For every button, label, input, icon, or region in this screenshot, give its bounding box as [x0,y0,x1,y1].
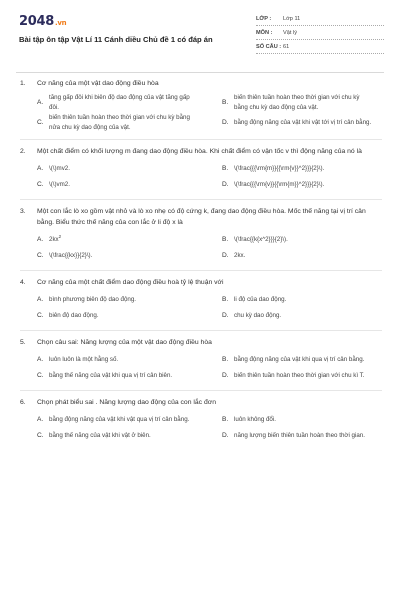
option-letter: C. [37,312,44,319]
option-letter: D. [222,119,229,126]
option-b[interactable] [205,352,382,368]
question-number: 4. [20,279,26,286]
option-d[interactable] [205,428,382,444]
option-a[interactable] [20,412,205,428]
option-letter: B. [222,416,229,423]
option-a[interactable] [20,352,205,368]
option-d[interactable] [205,308,382,324]
question-list [0,78,400,444]
document-header [0,0,400,72]
option-b[interactable] [205,292,382,308]
option-c[interactable] [20,368,205,384]
option-letter: A. [37,296,44,303]
option-text [49,235,205,245]
meta-value: Lớp 11 [283,16,301,22]
option-letter: A. [37,356,44,363]
option-a[interactable] [20,93,205,113]
option-a[interactable] [20,161,205,177]
option-b[interactable] [205,161,382,177]
meta-count [256,41,384,54]
question-divider [20,270,382,271]
option-text: \(\)vm2. [49,181,70,188]
option-b[interactable] [205,412,382,428]
option-a[interactable] [20,292,205,308]
option-letter: D. [222,432,229,439]
option-text: bằng động năng của vật khi qua vị trí cân bằng. [234,356,365,363]
document-title: Bài tập ôn tập Vật Lí 11 Cánh diều Chủ đề 1 có đáp án [19,35,213,44]
option-letter: B. [222,356,229,363]
meta-class [256,13,384,26]
option-text: \(\frac{{k{x^2}}}{2}\). [234,236,288,243]
question-4 [20,277,382,331]
option-letter: A. [37,165,44,172]
option-text: năng lượng biến thiên tuần hoàn theo thời gian. [234,432,365,439]
option-letter: B. [222,236,229,243]
option-text: biến thiên tuần hoàn theo thời gian với chu kỳ bằng nửa chu kỳ dao động của vật. [49,114,190,131]
question-number: 6. [20,399,26,406]
option-text: 2kx. [234,252,246,259]
question-text: Chọn phát biểu sai . Năng lượng dao động của con lắc đơn [37,399,216,406]
option-text: bằng thế năng của vật khi qua vị trí cân biên. [49,372,173,379]
option-c[interactable] [20,177,205,193]
question-divider [20,390,382,391]
question-number: 1. [20,80,26,87]
option-text: luôn luôn là một hằng số. [49,356,119,363]
option-text: biến thiên tuần hoàn theo thời gian với chu kì T. [234,372,365,379]
option-b[interactable] [205,93,382,113]
option-letter: D. [222,312,229,319]
question-2 [20,146,382,200]
question-number: 2. [20,148,26,155]
option-letter: A. [37,236,44,243]
meta-label: MÔN : [256,30,273,36]
meta-value: 61 [283,44,290,50]
question-text: Một chất điểm có khối lượng m đang dao động điều hòa. Khi chất điểm có vận tốc v thì động năng của nó là [37,148,362,155]
site-logo[interactable] [19,14,66,29]
option-c[interactable] [20,428,205,444]
option-text: li độ của dao động. [234,296,287,303]
logo-suffix: .vn [54,19,67,27]
option-text: bằng thế năng của vật khi vật ở biên. [49,432,151,439]
option-text: bình phương biên độ dao động. [49,296,136,303]
option-d[interactable] [205,248,382,264]
option-text: bằng động năng của vật khi vật qua vị trí cân bằng. [49,416,190,423]
meta-label: LỚP : [256,16,272,22]
question-text: Cơ năng của một vật dao động điều hòa [37,80,159,87]
question-number: 3. [20,208,26,215]
option-letter: B. [222,99,229,106]
option-text: \(\frac{{{\rm{v}}{{\rm{m}}^2}}}{2}\). [234,181,325,188]
option-c[interactable] [20,113,205,133]
meta-value: Vật lý [283,30,297,36]
option-letter: D. [222,372,229,379]
option-superscript: 2 [58,233,62,239]
question-number: 5. [20,339,26,346]
option-text: tăng gấp đôi khi biên độ dao động của vật tăng gấp đôi. [49,94,190,111]
option-letter: D. [222,181,229,188]
option-d[interactable] [205,368,382,384]
logo-main: 2048 [19,14,54,29]
option-text: \(\frac{{{\rm{m}}{{\rm{v}}^2}}}{2}\). [234,165,325,172]
option-b[interactable] [205,232,382,248]
meta-subject [256,27,384,40]
question-divider [20,139,382,140]
option-letter: B. [222,296,229,303]
option-c[interactable] [20,308,205,324]
question-1 [20,78,382,140]
option-letter: C. [37,372,44,379]
question-text: Cơ năng của một chất điểm dao động điều hoà tỷ lệ thuận với [37,279,224,286]
option-d[interactable] [205,113,382,133]
option-text: bằng động năng của vật khi vật tới vị trí cân bằng. [234,119,372,126]
option-letter: C. [37,119,44,126]
option-text: luôn không đổi. [234,416,276,423]
question-divider [20,330,382,331]
meta-label: SỐ CÂU : [256,44,282,50]
question-text: Một con lắc lò xo gồm vật nhỏ và lò xo nhẹ có độ cứng k, đang dao động điều hòa. Mốc thế năng tại vị trí cân bằng. Biểu thức thế năng của con lắc ở li độ x là [37,208,366,226]
option-letter: A. [37,416,44,423]
option-text: chu kỳ dao động. [234,312,282,319]
option-text: \(\frac{{kx}}{2}\). [49,252,93,259]
option-letter: D. [222,252,229,259]
question-text: Chọn câu sai: Năng lượng của một vật dao động điều hòa [37,339,212,346]
option-text: biến thiên tuần hoàn theo thời gian với chu kỳ bằng chu kỳ dao động của vật. [234,94,360,111]
option-letter: C. [37,432,44,439]
option-letter: B. [222,165,229,172]
option-letter: C. [37,181,44,188]
question-5 [20,337,382,391]
option-letter: C. [37,252,44,259]
question-divider [20,199,382,200]
header-divider [16,72,384,73]
option-text: biên độ dao động. [49,312,99,319]
option-text-base: 2kx [49,236,59,243]
option-c[interactable] [20,248,205,264]
option-letter: A. [37,99,44,106]
question-3 [20,206,382,271]
option-d[interactable] [205,177,382,193]
option-a[interactable] [20,232,205,248]
question-6 [20,397,382,444]
option-text: \(\)mv2. [49,165,70,172]
